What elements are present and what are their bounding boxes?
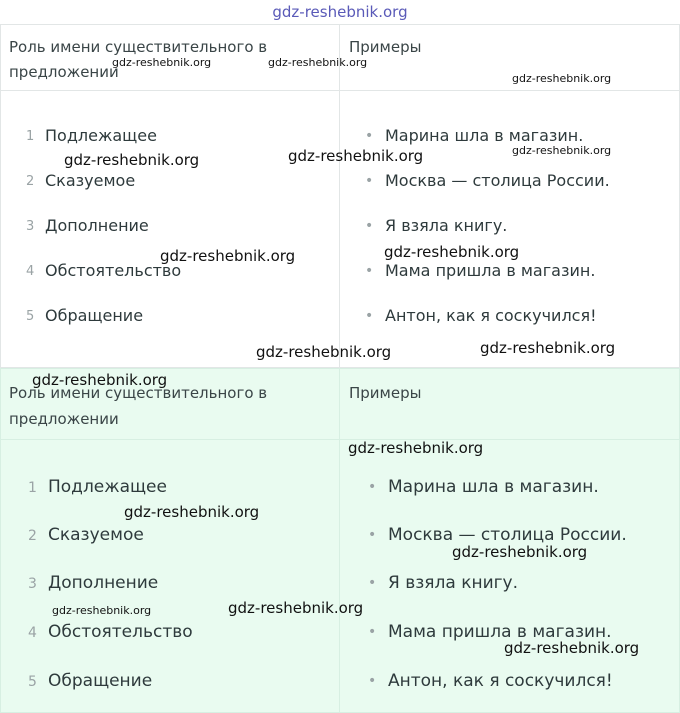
row-role: Обстоятельство <box>48 622 193 642</box>
row-example: Марина шла в магазин. <box>385 126 584 145</box>
row-number: 1 <box>28 480 37 496</box>
column-divider <box>339 25 340 367</box>
row-role: Обращение <box>48 671 153 691</box>
row-number: 2 <box>28 528 37 544</box>
row-example: Москва — столица России. <box>385 171 610 190</box>
row-example: Марина шла в магазин. <box>388 477 599 497</box>
watermark: gdz-reshebnik.org <box>64 151 200 169</box>
row-number: 4 <box>28 625 37 641</box>
row-role: Сказуемое <box>48 525 144 545</box>
bullet-icon: • <box>365 128 374 144</box>
bullet-icon: • <box>365 218 374 234</box>
row-number: 1 <box>26 129 35 144</box>
site-caption[interactable]: gdz-reshebnik.org <box>272 3 408 21</box>
watermark: gdz-reshebnik.org <box>112 56 212 69</box>
watermark: gdz-reshebnik.org <box>160 247 296 265</box>
row-example: Москва — столица России. <box>388 525 627 545</box>
row-role: Обстоятельство <box>45 261 182 280</box>
row-number: 4 <box>26 264 35 279</box>
header-examples: Примеры <box>349 384 422 402</box>
row-example: Антон, как я соскучился! <box>388 671 613 691</box>
watermark: gdz-reshebnik.org <box>504 639 640 657</box>
header-role: Роль имени существительного в предложении <box>9 38 268 81</box>
bullet-icon: • <box>365 308 374 324</box>
row-role: Подлежащее <box>48 477 167 497</box>
row-example: Я взяла книгу. <box>388 573 519 593</box>
watermark: gdz-reshebnik.org <box>348 439 484 457</box>
row-number: 5 <box>28 674 37 690</box>
row-example: Мама пришла в магазин. <box>388 622 612 642</box>
row-number: 5 <box>26 309 35 324</box>
watermark: gdz-reshebnik.org <box>384 243 520 261</box>
bullet-icon: • <box>368 673 377 689</box>
watermark: gdz-reshebnik.org <box>32 371 168 389</box>
watermark: gdz-reshebnik.org <box>512 144 612 157</box>
bullet-icon: • <box>368 575 377 591</box>
row-role: Дополнение <box>48 573 159 593</box>
row-example: Антон, как я соскучился! <box>385 306 597 325</box>
watermark: gdz-reshebnik.org <box>228 599 364 617</box>
table-noun-roles-green <box>0 368 680 713</box>
row-number: 2 <box>26 174 35 189</box>
watermark: gdz-reshebnik.org <box>480 339 616 357</box>
row-role: Подлежащее <box>45 126 157 145</box>
row-role: Дополнение <box>45 216 149 235</box>
watermark: gdz-reshebnik.org <box>288 147 424 165</box>
bullet-icon: • <box>368 624 377 640</box>
watermark: gdz-reshebnik.org <box>52 604 152 617</box>
watermark: gdz-reshebnik.org <box>256 343 392 361</box>
row-number: 3 <box>26 219 35 234</box>
column-divider <box>339 369 340 712</box>
watermark: gdz-reshebnik.org <box>268 56 368 69</box>
bullet-icon: • <box>365 173 374 189</box>
header-role: Роль имени существительного в предложении <box>9 384 268 428</box>
row-role: Сказуемое <box>45 171 136 190</box>
bullet-icon: • <box>368 479 377 495</box>
row-example: Мама пришла в магазин. <box>385 261 596 280</box>
bullet-icon: • <box>365 263 374 279</box>
watermark: gdz-reshebnik.org <box>124 503 260 521</box>
watermark: gdz-reshebnik.org <box>512 72 612 85</box>
watermark: gdz-reshebnik.org <box>452 543 588 561</box>
bullet-icon: • <box>368 527 377 543</box>
row-number: 3 <box>28 576 37 592</box>
row-role: Обращение <box>45 306 144 325</box>
row-example: Я взяла книгу. <box>385 216 508 235</box>
header-examples: Примеры <box>349 38 422 56</box>
